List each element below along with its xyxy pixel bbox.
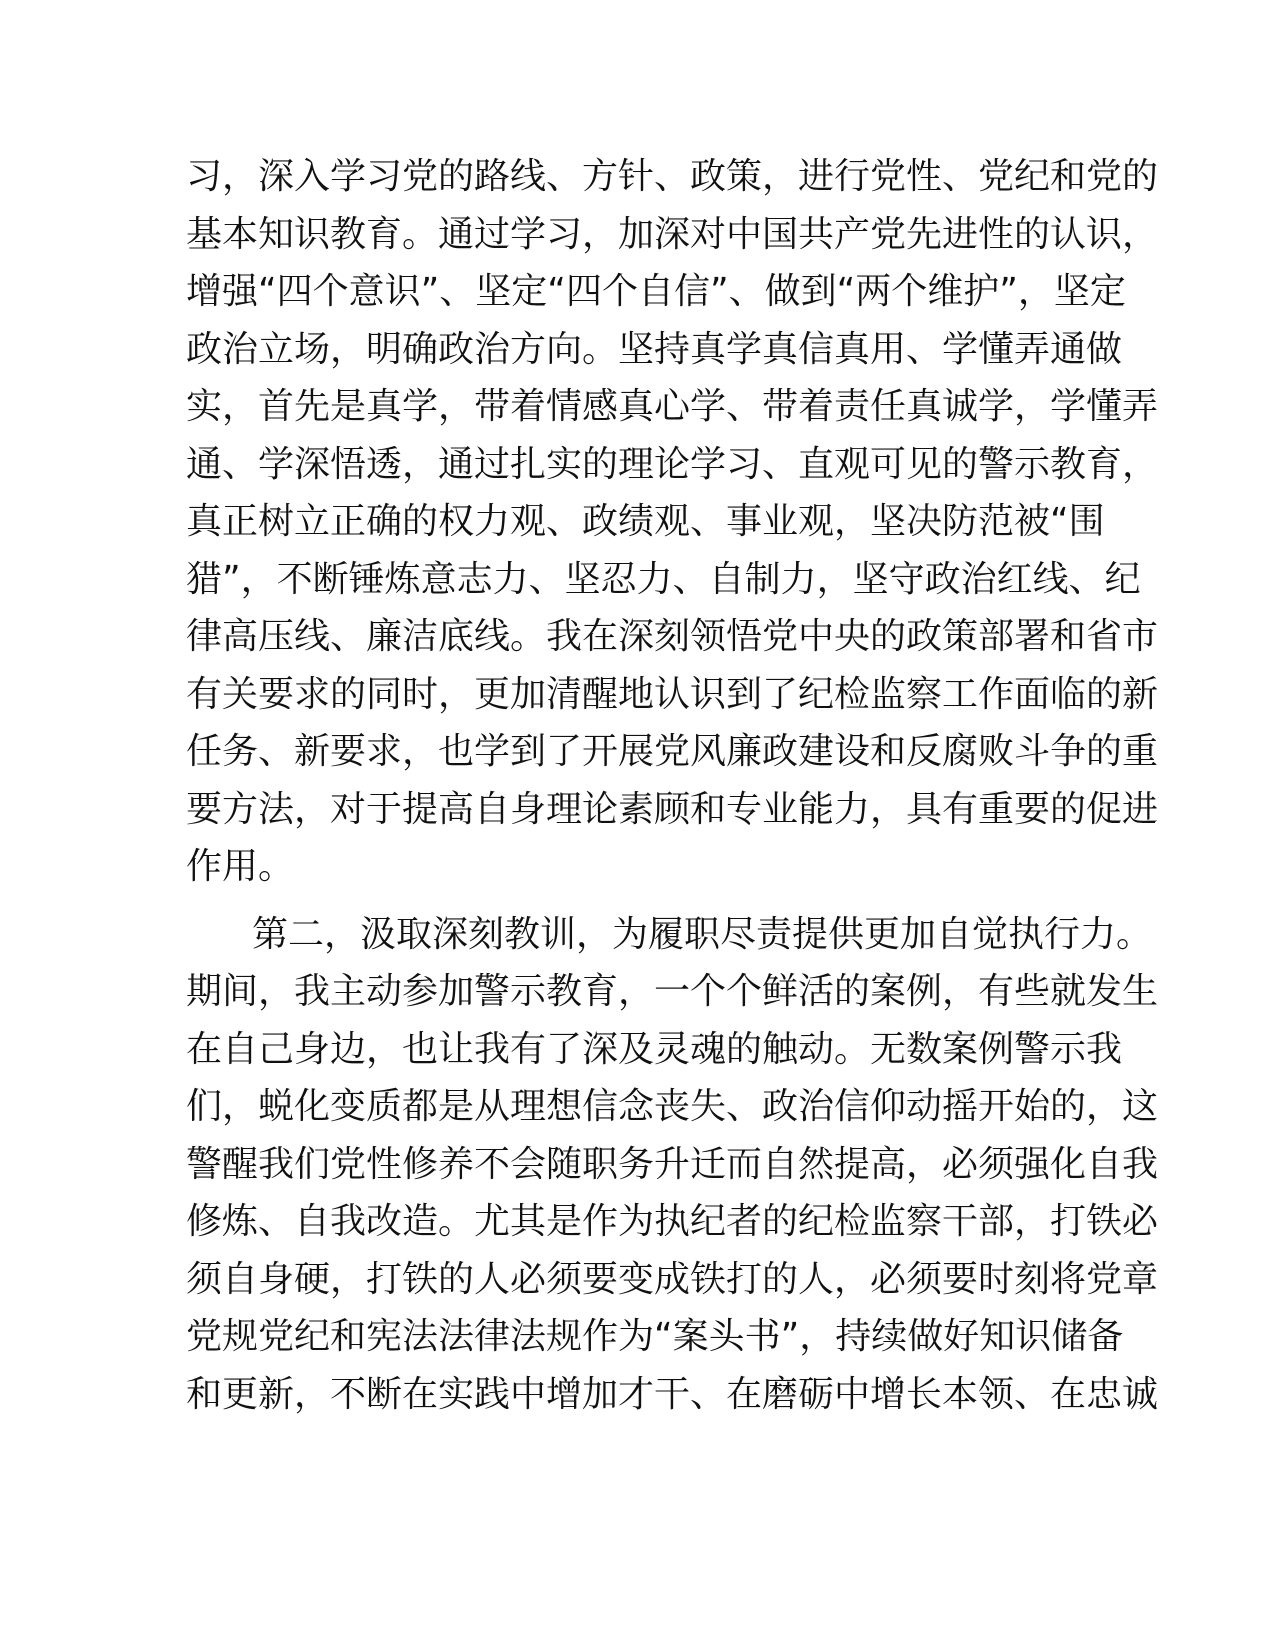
text-line: 要方法，对于提高自身理论素顾和专业能力，具有重要的促进 xyxy=(186,788,1159,830)
text-line: 作用。 xyxy=(186,846,295,887)
text-line: 习，深入学习党的路线、方针、政策，进行党性、党纪和党的 xyxy=(186,156,1159,197)
text-line: 须自身硬，打铁的人必须要变成铁打的人，必须要时刻将党章 xyxy=(186,1258,1159,1300)
text-line: 真正树立正确的权力观、政绩观、事业观，坚决防范被“围 xyxy=(186,501,1105,542)
text-line: 期间，我主动参加警示教育，一个个鲜活的案例，有些就发生 xyxy=(186,971,1159,1012)
text-line: 们，蜕化变质都是从理想信念丧失、政治信仰动摇开始的，这 xyxy=(186,1086,1159,1127)
text-line-indented: 第二，汲取深刻教训，为履职尽责提供更加自觉执行力。 xyxy=(252,913,1153,955)
text-line: 和更新，不断在实践中增加才干、在磨砺中增长本领、在忠诚 xyxy=(186,1373,1159,1415)
text-line: 政治立场，明确政治方向。坚持真学真信真用、学懂弄通做 xyxy=(186,328,1123,370)
text-line: 通、学深悟透，通过扎实的理论学习、直观可见的警示教育， xyxy=(186,443,1159,485)
paragraph-1 xyxy=(186,148,1159,896)
text-line: 有关要求的同时，更加清醒地认识到了纪检监察工作面临的新 xyxy=(186,673,1159,715)
text-line: 警醒我们党性修养不会随职务升迁而自然提高，必须强化自我 xyxy=(186,1143,1159,1185)
text-line: 猎”，不断锤炼意志力、坚忍力、自制力，坚守政治红线、纪 xyxy=(186,558,1141,600)
paragraph-2 xyxy=(186,906,1159,1424)
text-line: 任务、新要求，也学到了开展党风廉政建设和反腐败斗争的重 xyxy=(186,731,1159,772)
text-line: 增强“四个意识”、坚定“四个自信”、做到“两个维护”，坚定 xyxy=(186,271,1126,312)
text-line: 实，首先是真学，带着情感真心学、带着责任真诚学，学懂弄 xyxy=(186,386,1159,427)
text-line: 修炼、自我改造。尤其是作为执纪者的纪检监察干部，打铁必 xyxy=(186,1201,1159,1242)
document-body xyxy=(186,148,1159,1423)
text-line: 基本知识教育。通过学习，加深对中国共产党先进性的认识， xyxy=(186,213,1159,255)
text-line: 党规党纪和宪法法律法规作为“案头书”，持续做好知识储备 xyxy=(186,1316,1124,1357)
text-line: 律高压线、廉洁底线。我在深刻领悟党中央的政策部署和省市 xyxy=(186,616,1159,657)
text-line: 在自己身边，也让我有了深及灵魂的触动。无数案例警示我 xyxy=(186,1028,1123,1070)
